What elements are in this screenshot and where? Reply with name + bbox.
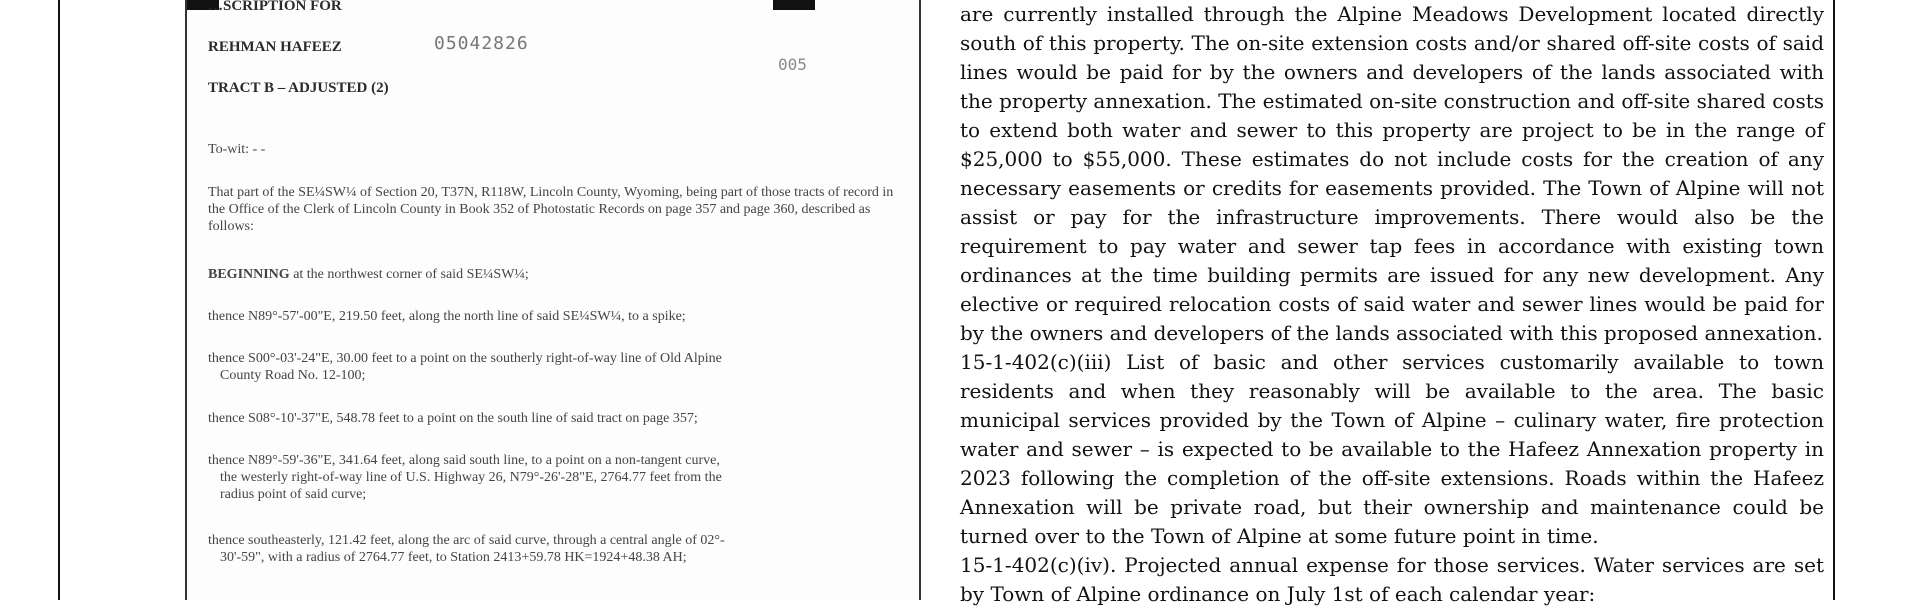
call-3: thence S08°-10'-37"E, 548.78 feet to a point on the south line of said tract on page 357; — [208, 411, 698, 426]
beginning-text: at the northwest corner of said SE¼SW¼; — [289, 267, 529, 282]
page-border-left — [58, 0, 60, 600]
call-4-line-1: thence N89°-59'-36"E, 341.64 feet, along said south line, to a point on a non-tangent curve, — [208, 453, 720, 468]
call-4-line-3: radius point of said curve; — [220, 487, 367, 502]
paragraph-utility-costs: are currently installed through the Alpine Meadows Development located directly south of this property. The on-site extension costs and/or shared off-site costs of said lines would be paid for by the owners and developers of the lands associated with the property annexation. The estimated on-site construction and off-site shared costs to extend both water and sewer to this property are project to be in the range of $25,000 to $55,000. These estimates do not include costs for the creation of any necessary easements or credits for easements provided. The Town of Alpine will not assist or pay for the infrastructure improvements. There would also be the requirement to pay water and sewer tap fees in accordance with existing town ordinances at the time building permits are issued for any new development. Any elective or required relocation costs of said water and sewer lines would be paid for by the owners and developers of the lands associated with this proposed annexation. — [960, 2, 1825, 345]
scanned-legal-description — [185, 0, 921, 600]
call-2-line-1: thence S00°-03'-24"E, 30.00 feet to a point on the southerly right-of-way line of Old Alpine — [208, 351, 722, 366]
recording-number: 05042826 — [434, 33, 529, 54]
call-5 — [208, 532, 898, 566]
call-2-line-2: County Road No. 12-100; — [220, 368, 366, 383]
page-border-right — [1833, 0, 1835, 600]
call-5-line-1: thence southeasterly, 121.42 feet, along the arc of said curve, through a central angle of 02°- — [208, 533, 725, 548]
call-2 — [208, 350, 898, 384]
tract-title: TRACT B – ADJUSTED (2) — [208, 80, 389, 96]
call-4-line-2: the westerly right-of-way line of U.S. Highway 26, N79°-26'-28"E, 2764.77 feet from the — [220, 470, 722, 485]
call-5-line-2: 30'-59", with a radius of 2764.77 feet, to Station 2413+59.78 HK=1924+48.38 AH; — [220, 550, 687, 565]
call-4 — [208, 452, 898, 503]
beginning-label: BEGINNING — [208, 267, 290, 282]
intro-paragraph: That part of the SE¼SW¼ of Section 20, T37N, R118W, Lincoln County, Wyoming, being part of those tracts of record in the Office of the Clerk of Lincoln County in Book 352 of Photostatic Records on page 357 and page 360, described as follows: — [208, 185, 894, 234]
to-wit-label: To-wit: - - — [208, 142, 266, 157]
scan-corner-mark — [773, 0, 815, 10]
annexation-report-text — [960, 0, 1824, 609]
beginning-call — [208, 266, 898, 283]
page-number: 005 — [778, 55, 807, 74]
paragraph-annual-expense: 15-1-402(c)(iv). Projected annual expense for those services. Water services are set by Town of Alpine ordinance on July 1st of each calendar year: — [960, 553, 1824, 606]
call-1: thence N89°-57'-00"E, 219.50 feet, along the north line of said SE¼SW¼, to a spike; — [208, 309, 686, 324]
owner-name: REHMAN HAFEEZ — [208, 39, 342, 55]
description-heading: …SCRIPTION FOR — [208, 0, 342, 14]
paragraph-basic-services: 15-1-402(c)(iii) List of basic and other services customarily available to town residents and when they reasonably will be available to the area. The basic municipal services provided by the Town of Alpine – culinary water, fire protection water and sewer – is expected to be available to the Hafeez Annexation property in 2023 following the completion of the off-site extensions. Roads within the Hafeez Annexation will be private road, but their ownership and maintenance could be turned over to the Town of Alpine at some future point in time. — [960, 350, 1824, 548]
